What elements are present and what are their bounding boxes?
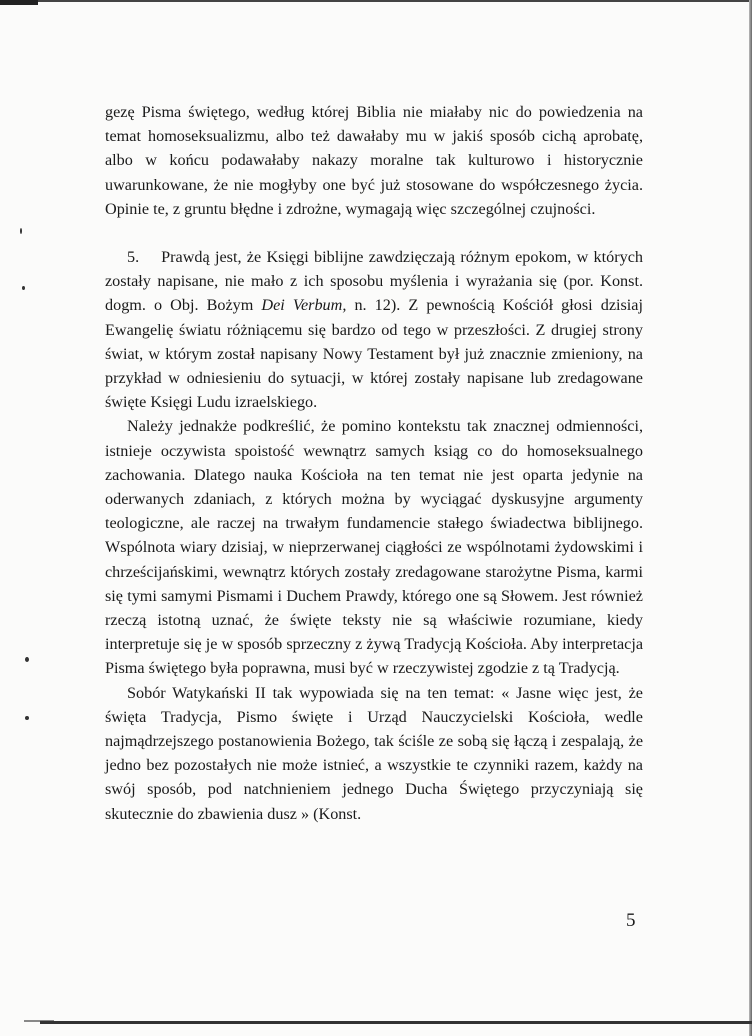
body-text (105, 100, 643, 826)
paragraph (105, 681, 643, 826)
paragraph-text: Sobór Watykański II tak wypowiada się na ten temat: « Jasne więc jest, że święta Tradycja, Pismo święte i Urząd Nauczycielski Kościoła, wedle najmądrzejszego postanowienia Bożego, tak ściśle ze sobą się łączą i zespalają, że jedno bez pozostałych nie może istnieć, a wszystkie te czynniki razem, każdy na swój sposób, pod natchnieniem jednego Ducha Świętego przyczyniają się skutecznie do zbawienia dusz » (Konst. (105, 683, 643, 823)
paragraph-text: gezę Pisma świętego, według której Biblia nie miałaby nic do powiedzenia na temat homoseksualizmu, albo też dawałaby mu w jakiś sposób cichą aprobatę, albo w końcu podawałaby nakazy moralne tak kulturowo i historycznie uwarunkowane, że nie mogłyby one być już stosowane do współczesnego życia. Opinie te, z gruntu błędne i zdrożne, wymagają więc szczególnej czujności. (105, 103, 643, 218)
scan-speck (22, 286, 25, 290)
scan-top-edge (0, 0, 752, 2)
section-number: 5. (127, 248, 140, 267)
paragraph (105, 414, 643, 680)
scan-speck (20, 228, 22, 234)
paragraph-text: Należy jednakże podkreślić, że pomino kontekstu tak znacznej odmienności, istnieje oczywista spoistość wewnątrz samych ksiąg co do homoseksualnego zachowania. Dlatego nauka Kościoła na ten temat nie jest oparta jedynie na oderwanych zdaniach, z których można by wyciągać dyskusyjne argumenty teologiczne, ale raczej na trwałym fundamencie stałego świadectwa biblijnego. Wspólnota wiary dzisiaj, w nieprzerwanej ciągłości ze wspólnotami żydowskimi i chrześcijańskimi, wewnątrz których zostały zredagowane starożytne Pisma, karmi się tymi samymi Pismami i Duchem Prawdy, którego one są Słowem. Jest również rzeczą istotną uznać, że święte teksty nie są właściwie rozumiane, kiedy interpretuje się je w sposób sprzeczny z żywą Tradycją Kościoła. Aby interpretacja Pisma świętego była poprawna, musi być w rzeczywistej zgodzie z tą Tradycją. (105, 417, 643, 678)
document-title-italic: Dei Verbum, (261, 296, 347, 315)
scan-top-mark (0, 0, 38, 5)
scan-bottom-edge (40, 1021, 752, 1024)
paragraph-text-after: n. 12). Z pewnością Kościół głosi dzisiaj Ewangelię światu różniącemu się bardzo od tego w przeszłości. Z drugiej strony świat, w którym został napisany Nowy Testament był już znacznie zmieniony, na przykład w odniesieniu do sytuacji, w której zostały napisane lub zredagowane święte Księgi Ludu izraelskiego. (105, 296, 643, 412)
paragraph-section-5 (105, 245, 643, 414)
scan-speck (25, 716, 29, 720)
page-number: 5 (626, 910, 636, 931)
paragraph-text-before: Prawdą jest, że Księgi biblijne zawdzięczają różnym epokom, w których zostały napisane, nie mało z ich sposobu myślenia i wyrażania się (por. Konst. dogm. o Obj. Bożym (105, 248, 643, 315)
paragraph-continuation (105, 100, 643, 221)
scan-speck (25, 657, 29, 662)
